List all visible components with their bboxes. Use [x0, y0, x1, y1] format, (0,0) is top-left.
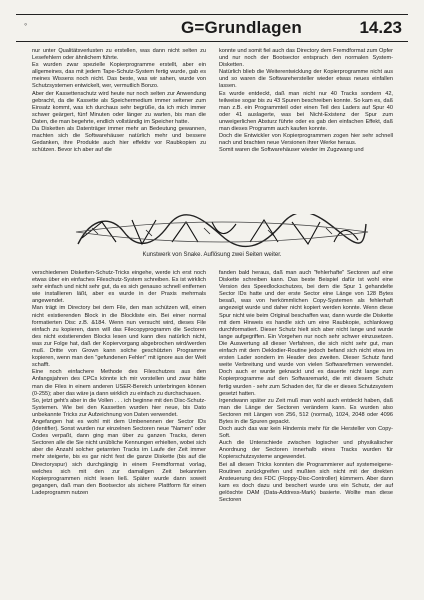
paragraph: Es wurden zwar spezielle Kopierprogramme erstellt, aber ein allgemeines, das mit jedem Tape-Schutz-System fertig wurde, gab es meines Wissens noch nicht. Das beste, was wir sahen, wurde von Schutzsystemen entwickelt, wer, vermutlich Bonzo.: [32, 62, 206, 90]
paragraph: Doch auch das war kein Hindernis mehr für die Hersteller von Copy-Soft.: [219, 426, 393, 440]
section-title: G=Grundlagen: [181, 18, 302, 37]
paragraph: verschiedenen Disketten-Schutz-Tricks eingehe, werde ich erst noch etwas über ein einfaches Fileschutz-System schreiben. Es ist wirklich sehr einfach und nicht sehr gut, da es sich genauso schnell entfernen wie installieren läßt, aber es wurde in der Praxis mehrmals angewendet.: [32, 270, 206, 305]
graffiti-artwork: [72, 214, 370, 251]
paragraph: nur unter Qualitätsverlusten zu erstellen, was dann nicht selten zu Lesefehlern oder ähnlichem führte.: [32, 48, 206, 62]
paragraph: Aber der Kassettenschutz wird heute nur noch selten zur Anwendung gebracht, da die Kassette als Speichermedium immer seltener zum Einsatz kommt, was ich durchaus sehr begrüße, da ich mich immer schwer geärgert, fünf Minuten oder länger zu warten, bis man die Daten, die man begehrte, endlich vollständig im Speicher hatte.: [32, 90, 206, 125]
paragraph: Bei all diesen Tricks konnten die Programmierer auf systemeigene-Routinen zurückgreifen und mußten sich nicht mit der direkten Ansteuerung des FDC (Floppy-Disc-Controller) kümmern. Aber dann kam es doch dazu und beschert wurde uns ein Schutz, der auf gelöschte DAM (Data-Address-Mark) basierte. Wollte man diese Sectoren: [219, 461, 393, 503]
paragraph: Es wurde entdeckt, daß man nicht nur 40 Tracks sondern 42, teilweise sogar bis zu 43 Spuren beschreiben konnte. So kam es, daß man z.B. ein Programmteil oder einen Teil des Laders auf Spur 40 oder 41 auslagerte, was bei Nicht-Existenz der Spur zum unweigerlichen Absturz führte oder es gab den einfachen Effekt, daß man dieses Programm auch kaufen konnte.: [219, 90, 393, 133]
paragraph: Angefangen hat es wohl mit dem Umbenennen der Sector IDs (Identifier). Sonst wurden nur einzelnen Sectoren neue "Namen" oder Codes verpaßt, dann ging man über zu ganzen Tracks, deren Sectoren alle die Sie nicht unübliche Kennungen erhielten, wobei sich aber die Anzahl solcher getarnten Tracks im Laufe der Zeit immer mehr steigerte, bis es gar nicht fest die ganze Diskette (bis auf die Directoryspur) sich durchgängig in einem Fremdformat vorlag, welches sich mit den zur damaligen Zeit bekannten Kopierprogrammen nicht lesen ließ. Später wurde dann soweit gegangen, daß man den Bootsector als sichere Plattform für einen Ladeprogramm nutzen: [32, 418, 206, 496]
paragraph: Man trägt im Directory bei dem File, den man schützen will, einen nicht existierenden Block in die Blockliste ein. Bei einer normal formatierten Disc z.B. &184. Wenn nun versucht wird, dieses File einfach zu kopieren, dann will das Filecopyprogramm die Sectoren des nicht existierenden Blocks lesen und kann dies natürlich nicht, was zur Folge hat, daß der Kopiervorgang abgebrochen wird/werden muß. Dritte von Grown kann solche geschützten Programme kopieren, wenn man den "gefundenen Fehler" mit ignore aus der Welt schafft.: [32, 305, 206, 369]
page-number: 14.23: [359, 18, 402, 37]
image-caption: Kunstwerk von Snake. Auflösung zwei Seiten weiter.: [142, 252, 282, 258]
paragraph: Somit waren die Softwarehäuser wieder im Zugzwang und: [219, 147, 364, 154]
paragraph: So, jetzt geht's aber in die Vollen . . . ich beginne mit den Disc-Schutz-Systemen. Wie bei den Kassetten wurden hier neue, bis Dato unbekannte Tricks zur Aufzeichnung von Daten verwendet.: [32, 397, 206, 418]
paragraph: Natürlich blieb die Weiterentwicklung der Kopierprogramme nicht aus und so waren die Softwarehersteller wieder etwas neues einfallen lassen.: [219, 69, 393, 90]
paragraph: Da Disketten als Datenträger immer mehr an Bedeutung gewannen, machten sich die Softwarehäuser natürlich mehr und bessere Gedanken, ihre Produkte auch hier effektiv vor Raubkopien zu schützen. Bevor ich aber auf die: [32, 126, 206, 154]
column-1-bottom: [32, 270, 206, 497]
paragraph: konnte und somit fiel auch das Directory dem Fremdformat zum Opfer und nur noch der Bootsector entsprach den normalen System-Disketten.: [219, 48, 393, 69]
binder-mark-icon: ◦: [24, 19, 28, 29]
paragraph: fanden bald heraus, daß man auch "fehlerhafte" Sectoren auf eine Diskette schreiben kann. Das beste Beispiel dafür ist wohl eine Version des Speedlockschutzes, bei dem die Spur 1 gehandelte Sector IDs hatte und der erste Sector eine Länge von 128 Bytes besaß, was von herkömmlichen Copy-Systemen als fehlerhaft angezeigt wurde und daher nicht kopiert werden konnte. Wenn diese Spur nicht wie beim Original beschaffen war, dann wurde die Diskette mit dem Hinweis es handle sich um eine Raubkopie, schlankweg durchformatiert. Dieser Schutz hielt sich aber nicht lange und wurde lange aufgegriffen. Ein Vorgehen nur noch sehr schwer einzusetzen. Die Auswertung all dieser Verfahren, die sich nicht sehr gut, man einfach mit dem Deklodier-Routine jedoch befand sich nicht etwa im ersten Lader sondern im Header des zweiten. Dieser Schutz fand weite Verbreitung und wurde von vielen Softwarefirmen verwendet. Doch auch er wurde geknackt und es dauerte nicht lange zum Kopierprogramme auf den Softwaremarkt, die mit diesem Schutz fertig wurden - sehr zum Schaden der, für die er dieses Schutzsystem gesetzt hatten.: [219, 270, 393, 397]
paragraph: Auch die Unterschiede zwischen logischer und physikalischer Anordnung der Sectoren innerhalb eines Tracks wurden für Kopierschutzsysteme angewendet.: [219, 440, 393, 461]
paragraph: Eine noch einfachere Methode des Fileschutzes aus den Anfangsjahren des CPCs könnte ich mir vorstellen und zwar hätte man die Files in einem anderen USER-Bereich unterbringen können (0-255); aber das wäre ja dann wirklich zu einfach zu durchschauen.: [32, 369, 206, 397]
page-header: [16, 14, 408, 42]
column-2-bottom: [219, 270, 393, 504]
column-2-top: [219, 48, 393, 154]
paragraph: Doch die Entwickler von Kopierprogrammen zogen hier sehr schnell nach und brachten neue Versionen ihrer Werke heraus.: [219, 133, 393, 147]
column-1-top: [32, 48, 206, 154]
paragraph: Irgendwann später zu Zeit muß man wohl auch entdeckt haben, daß man die Länge der Sectoren verändern kann. Es wurden also Sectoren mit Längen von 256, 512 (normal), 1024, 2048 oder 4096 Bytes in die Spuren gepackt.: [219, 397, 393, 425]
